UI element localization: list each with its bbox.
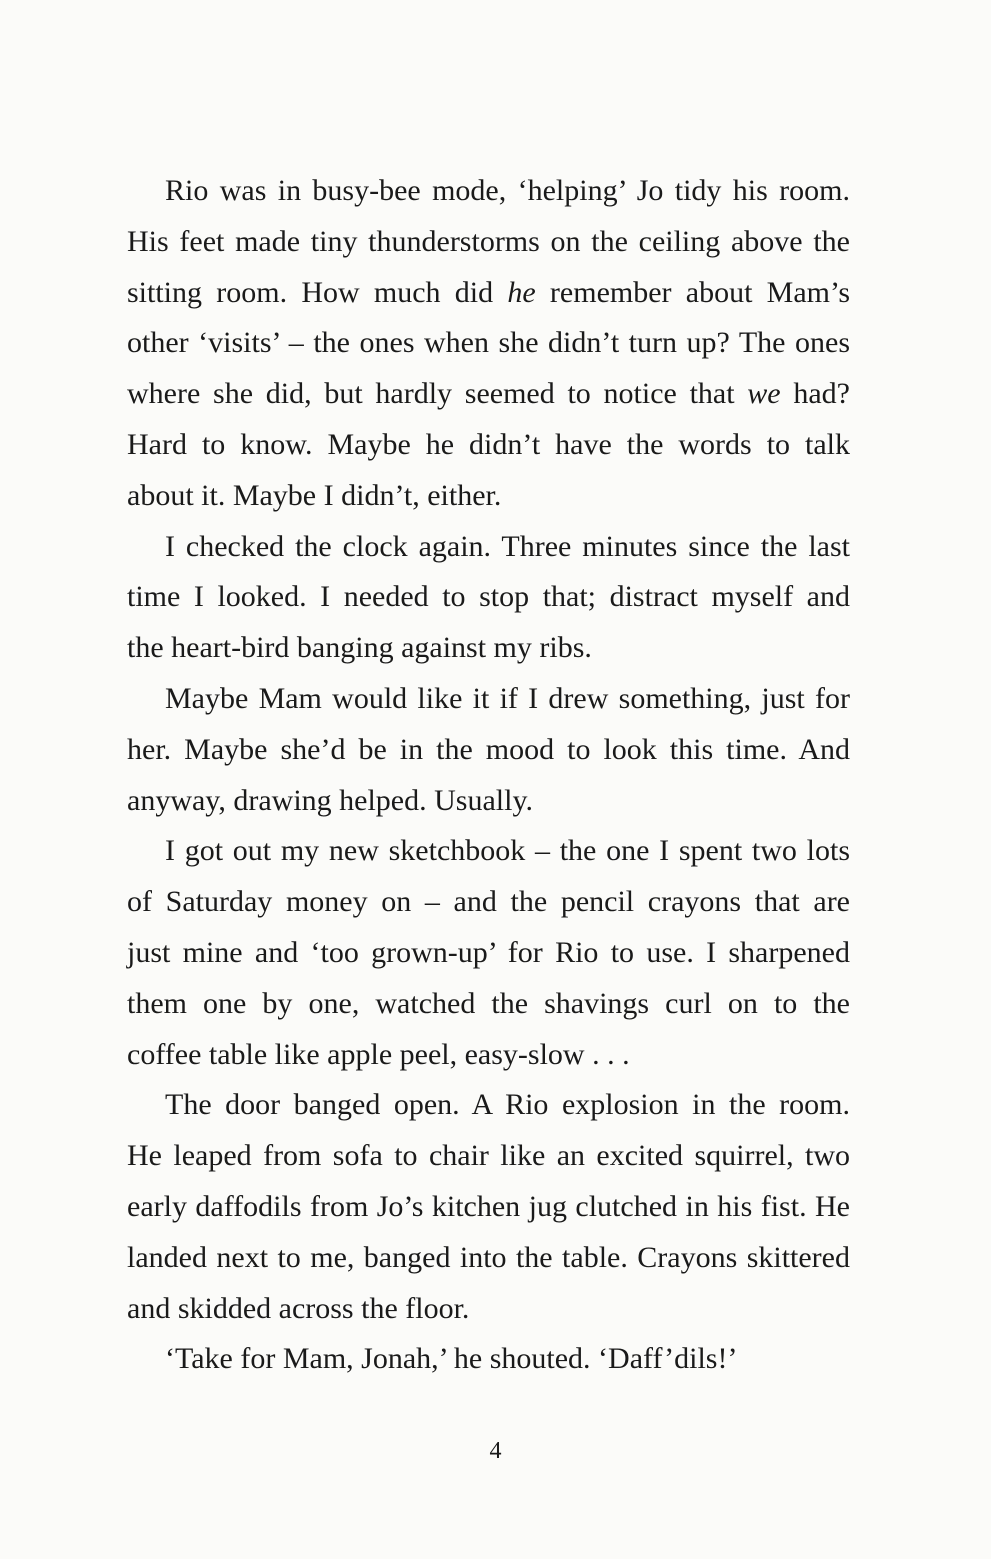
text-line: of Saturday money on – and the pencil crayons that are <box>127 885 850 919</box>
text-line: coffee table like apple peel, easy-slow . . . <box>127 1037 630 1071</box>
text-line: where she did, but hardly seemed to notice that we had? <box>127 377 850 411</box>
page-number: 4 <box>489 1438 502 1464</box>
text-line: ‘Take for Mam, Jonah,’ he shouted. ‘Daff’dils!’ <box>165 1342 738 1376</box>
paragraph <box>127 522 850 674</box>
text-line: early daffodils from Jo’s kitchen jug clutched in his fist. He <box>127 1189 850 1223</box>
paragraph <box>127 166 850 522</box>
text-line: sitting room. How much did he remember about Mam’s <box>127 275 850 309</box>
text-line: The door banged open. A Rio explosion in the room. <box>165 1088 850 1122</box>
text-line: other ‘visits’ – the ones when she didn’t turn up? The ones <box>127 326 850 360</box>
text-line: I got out my new sketchbook – the one I spent two lots <box>165 834 850 868</box>
text-line: landed next to me, banged into the table. Crayons skittered <box>127 1240 850 1274</box>
text-line: Rio was in busy-bee mode, ‘helping’ Jo tidy his room. <box>165 174 850 207</box>
text-line: about it. Maybe I didn’t, either. <box>127 478 502 512</box>
paragraph <box>127 1334 850 1385</box>
text-line: them one by one, watched the shavings curl on to the <box>127 986 850 1020</box>
paragraph <box>127 826 850 1080</box>
text-line: anyway, drawing helped. Usually. <box>127 783 533 817</box>
text-line: her. Maybe she’d be in the mood to look this time. And <box>127 732 850 766</box>
paragraph <box>127 674 850 826</box>
paragraph <box>127 1080 850 1334</box>
body-text <box>127 166 850 1385</box>
text-line: Hard to know. Maybe he didn’t have the words to talk <box>127 427 850 461</box>
text-line: and skidded across the floor. <box>127 1291 470 1325</box>
text-line: the heart-bird banging against my ribs. <box>127 631 592 665</box>
text-line: just mine and ‘too grown-up’ for Rio to use. I sharpened <box>127 935 850 969</box>
text-line: Maybe Mam would like it if I drew something, just for <box>165 681 850 715</box>
text-line: He leaped from sofa to chair like an excited squirrel, two <box>127 1139 850 1173</box>
text-line: I checked the clock again. Three minutes since the last <box>165 529 850 563</box>
text-line: time I looked. I needed to stop that; distract myself and <box>127 580 850 614</box>
text-line: His feet made tiny thunderstorms on the ceiling above the <box>127 224 850 258</box>
